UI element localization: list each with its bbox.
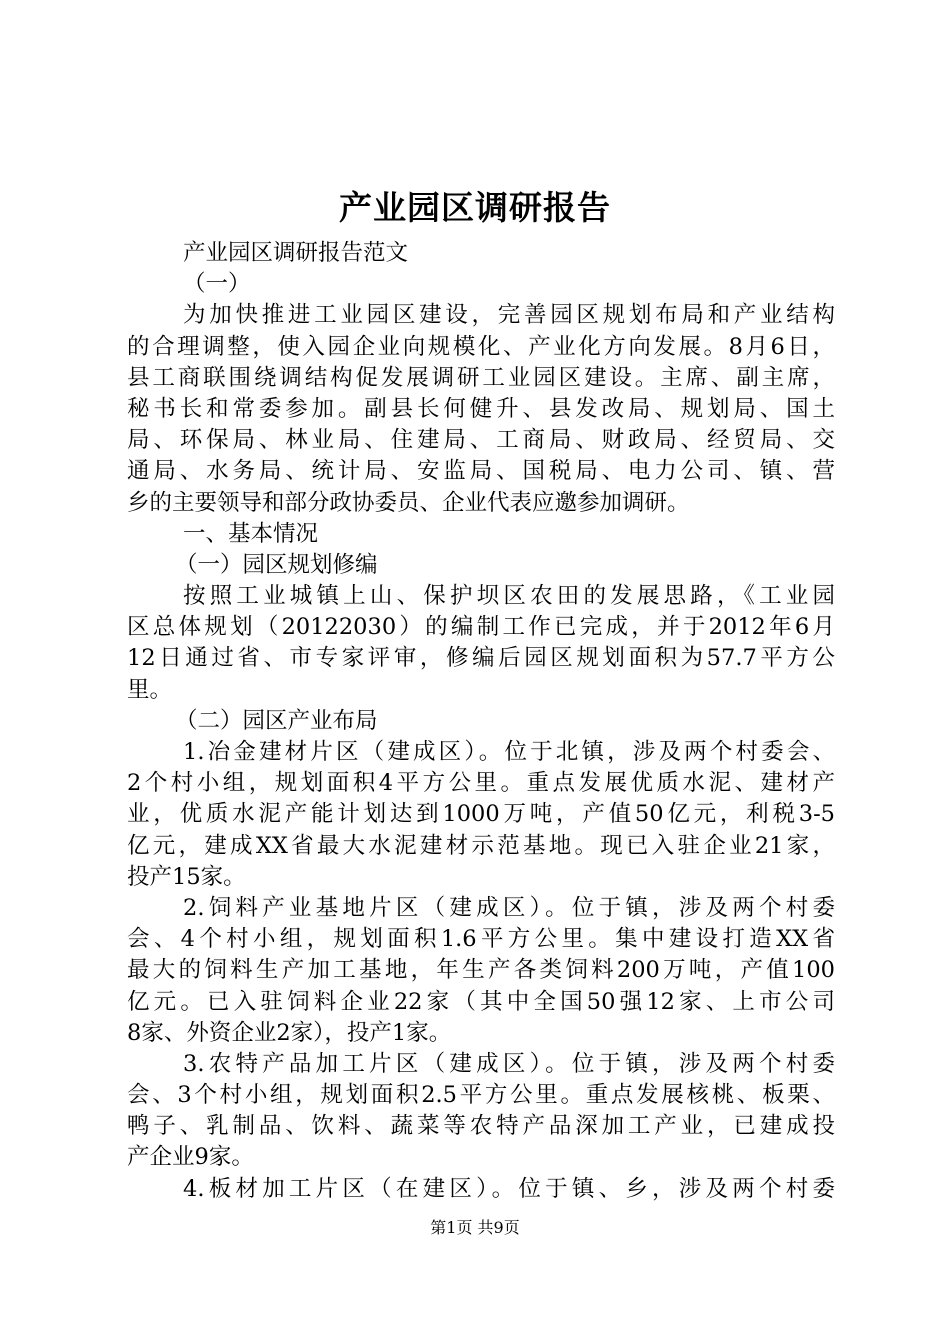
paragraph-line: 4.板材加工片区（在建区）。位于镇、乡，涉及两个村委 [183,1175,835,1202]
paragraph-line: 最大的饲料生产加工基地，年生产各类饲料200万吨，产值100 [127,957,835,984]
paragraph-line: 3.农特产品加工片区（建成区）。位于镇，涉及两个村委 [183,1050,835,1077]
paragraph-line: 鸭子、乳制品、饮料、蔬菜等农特产品深加工产业，已建成投 [127,1113,835,1140]
paragraph-line: 2.饲料产业基地片区（建成区）。位于镇，涉及两个村委 [183,894,835,921]
paragraph-line: 的合理调整，使入园企业向规模化、产业化方向发展。8月6日， [127,333,835,360]
subsection-heading: （二）园区产业布局 [175,707,378,734]
section-marker: （一） [183,271,251,298]
paragraph-line: 按照工业城镇上山、保护坝区农田的发展思路，《工业园 [183,583,835,610]
paragraph-line: 产企业9家。 [127,1144,254,1171]
paragraph-line: 秘书长和常委参加。副县长何健升、县发改局、规划局、国土 [127,395,835,422]
paragraph-line: 里。 [127,676,173,703]
paragraph-line: 局、环保局、林业局、住建局、工商局、财政局、经贸局、交 [127,427,835,454]
paragraph-line: 会、4个村小组，规划面积1.6平方公里。集中建设打造XX省 [127,926,835,953]
paragraph-line: 业，优质水泥产能计划达到1000万吨，产值50亿元，利税3-5 [127,801,835,828]
paragraph-line: 1.冶金建材片区（建成区）。位于北镇，涉及两个村委会、 [183,739,835,765]
paragraph-line: 乡的主要领导和部分政协委员、企业代表应邀参加调研。 [127,489,690,516]
paragraph-line: 会、3个村小组，规划面积2.5平方公里。重点发展核桃、板栗、 [127,1082,835,1109]
paragraph-line: 投产15家。 [127,863,246,890]
paragraph-line: 12日通过省、市专家评审，修编后园区规划面积为57.7平方公 [127,645,835,672]
paragraph-line: 亿元。已入驻饲料企业22家（其中全国50强12家、上市公司 [127,988,835,1015]
document-body [127,238,835,1205]
section-heading: 一、基本情况 [183,520,319,547]
page-footer: 第1页 共9页 [430,1218,520,1237]
document-title: 产业园区调研报告 [339,188,611,227]
subsection-heading: （一）园区规划修编 [175,551,378,578]
paragraph-line: 2个村小组，规划面积4平方公里。重点发展优质水泥、建材产 [127,770,835,797]
paragraph-line: 区总体规划（20122030）的编制工作已完成，并于2012年6月 [127,614,835,641]
paragraph-line: 亿元，建成XX省最大水泥建材示范基地。现已入驻企业21家， [127,832,835,859]
paragraph-line: 8家、外资企业2家），投产1家。 [127,1019,452,1046]
paragraph-line: 通局、水务局、统计局、安监局、国税局、电力公司、镇、营 [127,458,835,485]
paragraph-line: 为加快推进工业园区建设，完善园区规划布局和产业结构 [183,302,835,329]
subtitle-line: 产业园区调研报告范文 [183,240,409,266]
paragraph-line: 县工商联围绕调结构促发展调研工业园区建设。主席、副主席， [127,364,835,391]
